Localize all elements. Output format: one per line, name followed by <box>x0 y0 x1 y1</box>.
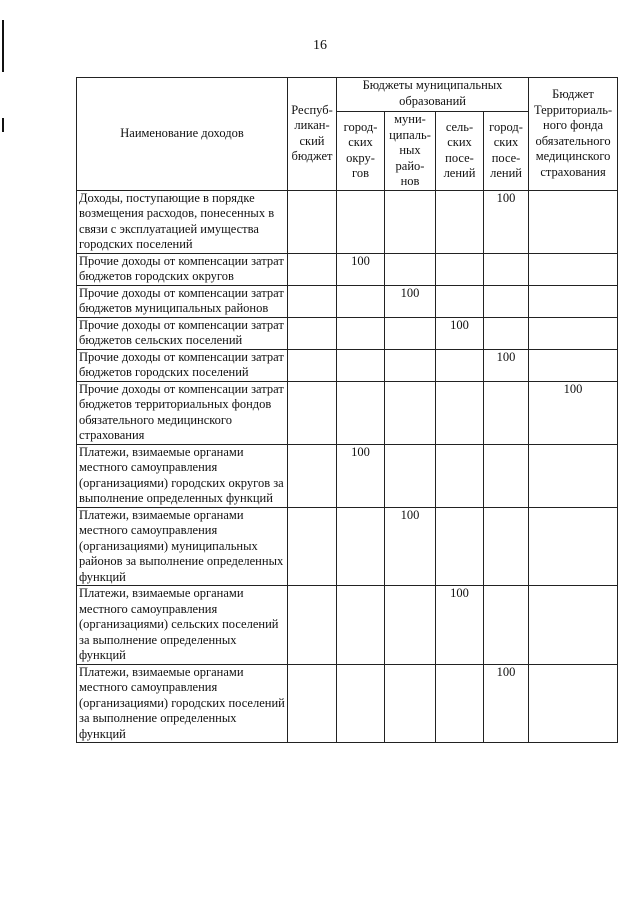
cell-urban-districts <box>337 317 385 349</box>
cell-urban-settlements: 100 <box>484 190 529 253</box>
table-row <box>77 444 618 507</box>
cell-urban-districts <box>337 664 385 743</box>
cell-rural-settlements <box>436 664 484 743</box>
income-name-cell: Прочие доходы от компенсации затрат бюджетов городских округов <box>77 253 288 285</box>
cell-rural-settlements <box>436 349 484 381</box>
cell-urban-districts <box>337 586 385 665</box>
cell-municipal-districts <box>385 586 436 665</box>
cell-tfoms <box>529 586 618 665</box>
cell-republic <box>288 444 337 507</box>
table-row <box>77 507 618 586</box>
header-income-name: Наименование доходов <box>77 78 288 191</box>
cell-rural-settlements <box>436 253 484 285</box>
cell-urban-settlements <box>484 285 529 317</box>
cell-urban-districts: 100 <box>337 253 385 285</box>
income-name-cell: Доходы, поступающие в порядке возмещения расходов, понесенных в связи с эксплуатацией имущества городских поселений <box>77 190 288 253</box>
cell-tfoms <box>529 444 618 507</box>
income-distribution-table <box>76 77 618 743</box>
table-row <box>77 381 618 444</box>
cell-rural-settlements: 100 <box>436 317 484 349</box>
cell-republic <box>288 253 337 285</box>
cell-municipal-districts: 100 <box>385 507 436 586</box>
income-name-cell: Прочие доходы от компенсации затрат бюджетов городских поселений <box>77 349 288 381</box>
cell-urban-settlements <box>484 444 529 507</box>
income-name-cell: Прочие доходы от компенсации затрат бюджетов территориальных фондов обязательного медицинского страхования <box>77 381 288 444</box>
cell-urban-districts <box>337 381 385 444</box>
cell-urban-districts: 100 <box>337 444 385 507</box>
cell-republic <box>288 285 337 317</box>
cell-rural-settlements <box>436 444 484 507</box>
cell-urban-settlements: 100 <box>484 349 529 381</box>
cell-urban-settlements <box>484 317 529 349</box>
cell-urban-settlements <box>484 253 529 285</box>
table-row <box>77 317 618 349</box>
income-name-cell: Платежи, взимаемые органами местного самоуправления (организациями) сельских поселений за выполнение определенных функций <box>77 586 288 665</box>
header-urban-districts: город-ских окру-гов <box>337 112 385 191</box>
header-municipal-districts: муни-ципаль-ных райо-нов <box>385 112 436 191</box>
cell-urban-districts <box>337 190 385 253</box>
page-number: 16 <box>313 38 327 53</box>
cell-municipal-districts: 100 <box>385 285 436 317</box>
table-row <box>77 190 618 253</box>
cell-urban-districts <box>337 349 385 381</box>
cell-tfoms <box>529 349 618 381</box>
income-name-cell: Платежи, взимаемые органами местного самоуправления (организациями) городских округов за выполнение определенных функций <box>77 444 288 507</box>
cell-urban-settlements <box>484 586 529 665</box>
cell-tfoms <box>529 317 618 349</box>
table-row <box>77 349 618 381</box>
cell-republic <box>288 664 337 743</box>
cell-municipal-districts <box>385 253 436 285</box>
cell-tfoms <box>529 190 618 253</box>
cell-rural-settlements <box>436 190 484 253</box>
cell-rural-settlements <box>436 285 484 317</box>
cell-tfoms <box>529 507 618 586</box>
table-row <box>77 586 618 665</box>
header-municipal-budgets: Бюджеты муниципальных образований <box>337 78 529 112</box>
cell-urban-settlements <box>484 381 529 444</box>
cell-rural-settlements <box>436 381 484 444</box>
header-rural-settlements: сель-ских посе-лений <box>436 112 484 191</box>
cell-rural-settlements <box>436 507 484 586</box>
income-name-cell: Платежи, взимаемые органами местного самоуправления (организациями) муниципальных районов за выполнение определенных функций <box>77 507 288 586</box>
cell-municipal-districts <box>385 381 436 444</box>
cell-republic <box>288 586 337 665</box>
cell-republic <box>288 381 337 444</box>
scan-margin-mark <box>2 118 4 132</box>
cell-rural-settlements: 100 <box>436 586 484 665</box>
table-row <box>77 664 618 743</box>
cell-urban-settlements: 100 <box>484 664 529 743</box>
income-name-cell: Прочие доходы от компенсации затрат бюджетов сельских поселений <box>77 317 288 349</box>
cell-republic <box>288 190 337 253</box>
cell-tfoms <box>529 285 618 317</box>
cell-municipal-districts <box>385 317 436 349</box>
cell-municipal-districts <box>385 349 436 381</box>
cell-tfoms <box>529 664 618 743</box>
header-republic-budget: Респуб-ликан-ский бюджет <box>288 78 337 191</box>
table-row <box>77 253 618 285</box>
cell-republic <box>288 507 337 586</box>
scan-margin-mark <box>2 20 4 72</box>
cell-municipal-districts <box>385 664 436 743</box>
cell-tfoms <box>529 253 618 285</box>
income-name-cell: Прочие доходы от компенсации затрат бюджетов муниципальных районов <box>77 285 288 317</box>
table-row <box>77 285 618 317</box>
header-urban-settlements: город-ских посе-лений <box>484 112 529 191</box>
cell-urban-settlements <box>484 507 529 586</box>
cell-municipal-districts <box>385 190 436 253</box>
cell-urban-districts <box>337 507 385 586</box>
cell-urban-districts <box>337 285 385 317</box>
cell-republic <box>288 349 337 381</box>
cell-republic <box>288 317 337 349</box>
cell-tfoms: 100 <box>529 381 618 444</box>
cell-municipal-districts <box>385 444 436 507</box>
header-tfoms-budget: Бюджет Территориаль-ного фонда обязательного медицинского страхования <box>529 78 618 191</box>
income-name-cell: Платежи, взимаемые органами местного самоуправления (организациями) городских поселений за выполнение определенных функций <box>77 664 288 743</box>
